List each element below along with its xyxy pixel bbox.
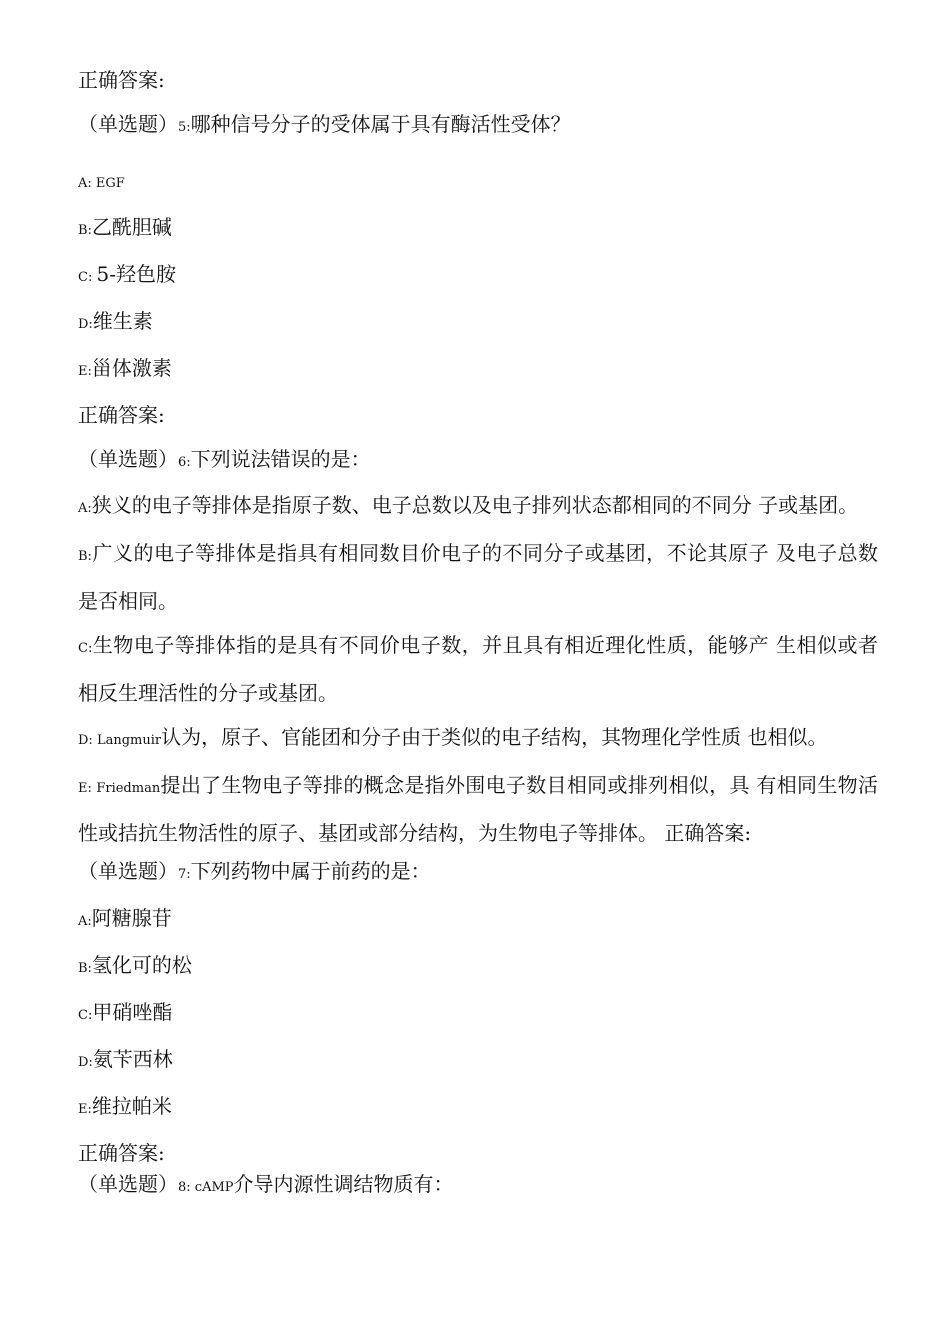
question-number: 8:	[178, 1180, 195, 1195]
option-key: E:	[78, 1102, 92, 1117]
option-text: 维拉帕米	[91, 1094, 172, 1118]
q6-option-b	[78, 531, 878, 623]
q6-option-d	[78, 715, 878, 763]
option-term: Langmuir	[96, 733, 162, 748]
q5-option-a	[78, 166, 878, 198]
option-text: 乙酰胆碱	[91, 215, 172, 239]
option-key: A:	[78, 914, 92, 929]
question-number: 5:	[178, 120, 191, 135]
q7-option-c	[78, 998, 878, 1030]
option-text: EGF	[95, 176, 125, 191]
option-key: C:	[78, 1008, 93, 1023]
q7-option-d	[78, 1045, 878, 1077]
option-text: 广义的电子等排体是指具有相同数目价电子的不同分子或基团，不论其原子 及电子总数是否相同。	[78, 541, 878, 613]
option-key: B:	[78, 549, 92, 564]
q5-option-b	[78, 213, 878, 245]
q6-option-c	[78, 623, 878, 715]
option-key: D:	[78, 1055, 93, 1070]
option-text: 认为，原子、官能团和分子由于类似的电子结构，其物理化学性质 也相似。	[161, 725, 828, 749]
question-number: 7:	[178, 867, 191, 882]
q5-option-d	[78, 307, 878, 339]
option-text: 阿糖腺苷	[91, 906, 172, 930]
option-text: 生物电子等排体指的是具有不同价电子数，并且具有相近理化性质，能够产 生相似或者相反生理活性的分子或基团。	[78, 633, 878, 705]
q5-option-e	[78, 354, 878, 386]
q6-option-e	[78, 763, 878, 855]
question-type: （单选题）	[78, 859, 178, 883]
document-page	[78, 66, 878, 1202]
option-key: D:	[78, 733, 97, 748]
question-text: 哪种信号分子的受体属于具有酶活性受体？	[190, 112, 571, 136]
question-text: 下列药物中属于前药的是：	[190, 859, 431, 883]
question-5	[78, 110, 878, 142]
q7-option-b	[78, 951, 878, 983]
option-key: C:	[78, 641, 93, 656]
question-type: （单选题）	[78, 1172, 178, 1196]
question-text: 下列说法错误的是：	[190, 447, 371, 471]
option-key: B:	[78, 223, 92, 238]
question-term: cAMP	[194, 1180, 234, 1195]
question-7	[78, 857, 878, 889]
question-type: （单选题）	[78, 112, 178, 136]
q7-option-a	[78, 904, 878, 936]
option-text: 狭义的电子等排体是指原子数、电子总数以及电子排列状态都相同的不同分 子或基团。	[91, 493, 859, 517]
answer-label: 正确答案:	[78, 68, 165, 92]
option-key: B:	[78, 961, 92, 976]
answer-label: 正确答案:	[78, 403, 165, 427]
option-key: D:	[78, 317, 93, 332]
option-key: E:	[78, 364, 92, 379]
question-6	[78, 445, 878, 477]
option-text: 甾体激素	[91, 356, 172, 380]
option-key: C:	[78, 270, 97, 285]
question-number: 6:	[178, 455, 191, 470]
q5-option-c	[78, 260, 878, 292]
option-key: A:	[78, 176, 96, 191]
q7-option-e	[78, 1092, 878, 1124]
option-term: Friedman	[96, 781, 161, 796]
q6-option-a	[78, 483, 878, 531]
option-text: 提出了生物电子等排的概念是指外围电子数目相同或排列相似，具 有相同生物活性或拮抗生物活性的原子、基团或部分结构，为生物电子等排体。 正确答案:	[78, 773, 878, 845]
option-key: A:	[78, 501, 92, 516]
question-text: 介导内源性调结物质有：	[233, 1172, 454, 1196]
option-text: 氢化可的松	[91, 953, 192, 977]
question-type: （单选题）	[78, 447, 178, 471]
question-8	[78, 1170, 878, 1202]
option-text: 氨苄西林	[92, 1047, 173, 1071]
option-text: 甲硝唑酯	[92, 1000, 173, 1024]
option-text: 维生素	[92, 309, 153, 333]
option-text: 5-羟色胺	[96, 262, 176, 286]
answer-label: 正确答案:	[78, 1141, 165, 1165]
option-key: E:	[78, 781, 97, 796]
